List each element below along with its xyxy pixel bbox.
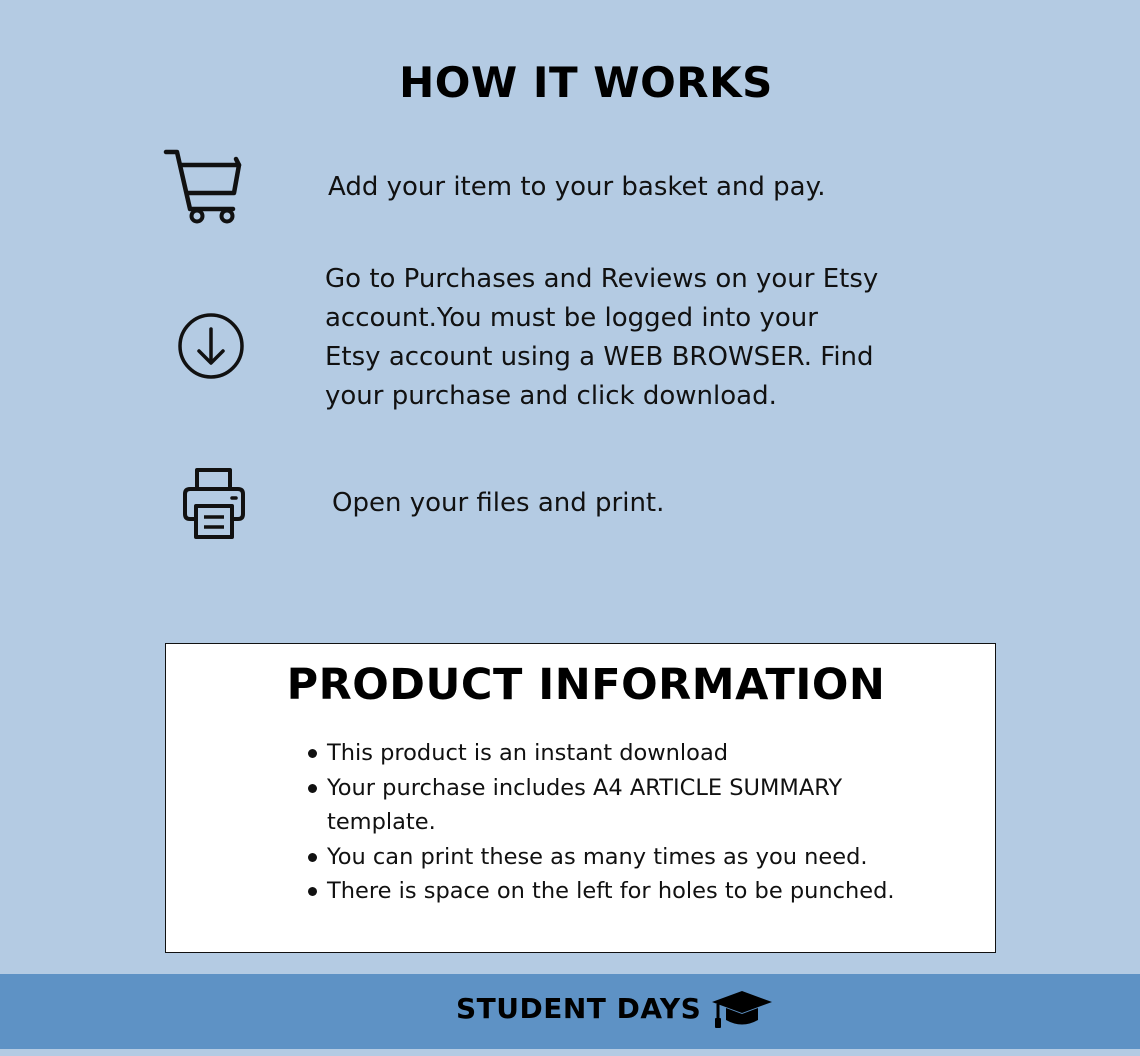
download-circle-icon [176,311,246,381]
how-it-works-title: HOW IT WORKS [399,58,773,107]
graduation-cap-icon [710,988,774,1030]
printer-icon [181,467,247,541]
product-information-title: PRODUCT INFORMATION [286,660,886,710]
product-information-list [306,736,967,909]
list-item [327,736,967,771]
shopping-cart-icon [163,147,245,225]
brand-name: STUDENT DAYS [456,992,702,1025]
step-2-line: your purchase and click download. [325,381,777,411]
list-item-line: There is space on the left for holes to be punched. [327,878,895,904]
list-item [327,840,967,875]
product-information-panel [165,643,996,953]
list-item-line: Your purchase includes A4 ARTICLE SUMMARY [327,774,843,801]
list-item-line: You can print these as many times as you need. [327,843,868,870]
step-2-line: Etsy account using a WEB BROWSER. Find [325,342,874,372]
footer-bar [0,974,1140,1049]
list-item [327,771,967,840]
step-2-line: Go to Purchases and Reviews on your Etsy [325,264,879,294]
list-item-line: template. [327,809,436,835]
step-3-text [332,484,664,523]
step-2-text [325,260,878,416]
list-item-line: This product is an instant download [327,740,729,766]
step-1-text [328,168,826,207]
step-1-line: Add your item to your basket and pay. [328,172,826,202]
step-3-line: Open your files and print. [332,488,665,518]
list-item [327,874,967,909]
step-2-line: account.You must be logged into your [325,303,818,333]
